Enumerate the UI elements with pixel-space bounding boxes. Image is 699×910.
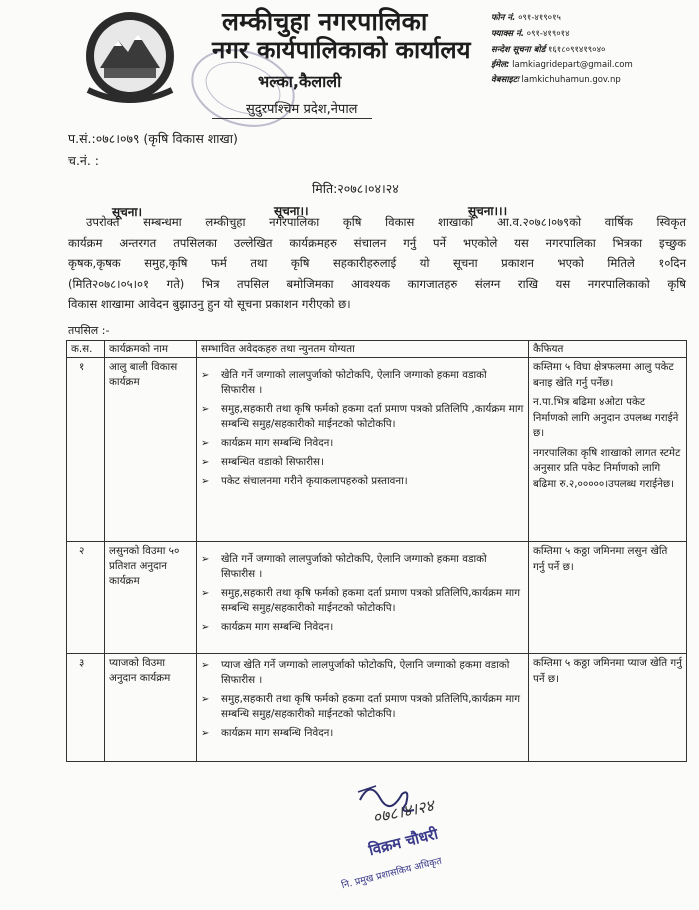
website-value: lamkichuhamun.gov.np: [521, 75, 621, 85]
reference-number: प.सं.:०७८।०७९ (कृषि विकास शाखा): [68, 131, 238, 146]
table-row: [67, 358, 687, 542]
row-remarks: [529, 358, 687, 542]
notice-heading-2: सूचना।।: [274, 204, 309, 218]
row-program-name: प्याजको विउमा अनुदान कार्यक्रम: [105, 654, 197, 762]
row-sn: २: [67, 542, 105, 654]
notice-heading-3: सूचना।।।: [468, 204, 508, 218]
row-requirements: [197, 654, 529, 762]
requirement-item: ➢ समुह,सहकारी तथा कृषि फर्मको हकमा दर्ता प्रमाण पत्रको प्रतिलिपि,कार्यक्रम माग सम्बन्धि समुह/सहकारीको माईनटको फोटोकपि।: [201, 586, 524, 616]
row-remarks: [529, 542, 687, 654]
sms-value: १६१८०९१४१९०४०: [547, 45, 606, 55]
office-location: भल्का,कैलाली: [258, 72, 342, 91]
body-line: विकास शाखामा आवेदन बुझाउनु हुन यो सूचना प्रकाशन गरीएको छ।: [68, 297, 351, 311]
province-name: सुदुरपश्चिम प्रदेश,नेपाल: [246, 102, 358, 117]
remark-text: न.पा.भित्र बढिमा ४ओटा पकेट निर्माणको लागि अनुदान उपलब्ध गराईने छ।: [533, 396, 679, 439]
sms-label: सन्देश सूचना बोर्ड: [491, 45, 546, 55]
row-requirements: [197, 358, 529, 542]
body-line: (मिति२०७८।०५।०१ गते) भित्र तपसिल बमोजिमका आवश्यक कागजातहरु संलग्न राखि यस नगरपालिकाको कृषि: [68, 276, 686, 291]
signatory-title: नि. प्रमुख प्रशासकिय अधिकृत: [340, 855, 444, 892]
requirement-item: ➢ कार्यक्रम माग सम्बन्धि निवेदन।: [201, 620, 524, 635]
contact-email: [491, 59, 633, 70]
table-row: [67, 542, 687, 654]
dispatch-number: च.नं. :: [68, 153, 100, 168]
header-divider: [212, 118, 372, 119]
contact-fax: [491, 28, 570, 39]
remark-text: कम्तिमा ५ कठ्ठा जमिनमा लसुन खेति गर्नु पर्ने छ।: [533, 545, 668, 573]
signature-date: ०७८।४।२४: [370, 795, 436, 828]
requirement-item: ➢ सम्बन्धित वडाको सिफारीस।: [201, 455, 524, 470]
office-name: नगर कार्यपालिकाको कार्यालय: [212, 36, 471, 64]
row-program-name: लसुनको विउमा ५० प्रतिशत अनुदान कार्यक्रम: [105, 542, 197, 654]
requirement-item: ➢ समुह,सहकारी तथा कृषि फर्मको हकमा दर्ता प्रमाण पत्रको प्रतिलिपि,कार्यक्रम माग सम्बन्धि समुह/सहकारीको माईनटको फोटोकपि।: [201, 692, 524, 722]
body-line: कार्यक्रम अन्तरगत तपसिलका उल्लेखित कार्यक्रमहरु संचालन गर्नु पर्ने भएकोले यस नगरपालिका भित्रका इच्छुक: [68, 235, 686, 250]
phone-label: फोन नं.: [491, 13, 516, 23]
remark-text: कम्तिमा ५ कठ्ठा जमिनमा प्याज खेति गर्नु पर्ने छ।: [533, 657, 682, 685]
remark-text: नगरपालिका कृषि शाखाको लागत स्टमेट अनुसार प्रति पकेट निर्माणको लागि बढिमा रु.२,०००००।उपलब्ध गराईनेछ।: [533, 446, 681, 490]
requirement-item: ➢ कार्यक्रम माग सम्बन्धि निवेदन।: [201, 436, 524, 451]
requirement-item: ➢ खेति गर्ने जग्गाको लालपुर्जाको फोटोकपि, ऐलानि जग्गाको हकमा वडाको सिफारीस ।: [201, 552, 524, 582]
program-table: [66, 340, 687, 762]
row-remarks: [529, 654, 687, 762]
body-line: कृषक,कृषक समुह,कृषि फर्म तथा कृषि सहकारीहरुलाई यो सूचना प्रकाशन भएको मितिले १०दिन: [68, 256, 686, 270]
requirement-item: ➢ प्याज खेति गर्ने जग्गाको लालपुर्जाको फोटोकपि, ऐलानि जग्गाको हकमा वडाको सिफारीस ।: [201, 658, 524, 688]
table-row: [67, 654, 687, 762]
contact-sms-board: [491, 44, 605, 55]
email-label: ईमेल:: [491, 60, 510, 70]
remark-text: कम्तिमा ५ विघा क्षेत्रफलमा आलु पकेट बनाइ खेति गर्नु पर्नेछ।: [533, 361, 674, 389]
organization-name: लम्कीचुहा नगरपालिका: [222, 7, 428, 36]
requirement-item: ➢ कार्यक्रम माग सम्बन्धि निवेदन।: [201, 726, 524, 741]
col-header-program: कार्यक्रमको नाम: [105, 341, 197, 358]
signatory-name: विक्रम चौधरी: [366, 824, 440, 860]
requirement-item: ➢ पकेट संचालनमा गरीने कृयाकलापहरुको प्रस्तावना।: [201, 474, 524, 489]
requirement-item: ➢ समुह,सहकारी तथा कृषि फर्मको हकमा दर्ता प्रमाण पत्रको प्रतिलिपि ,कार्यक्रम माग सम्बन्धि समुह/सहकारीको माईनटको फोटोकपि।: [201, 402, 524, 432]
col-header-requirements: सम्भावित अवेदकहरु तथा न्युनतम योग्यता: [197, 341, 529, 358]
notice-heading-1: सूचना।: [112, 205, 143, 219]
government-emblem-icon: [70, 6, 190, 106]
row-sn: १: [67, 358, 105, 542]
notice-body: [68, 212, 686, 315]
row-sn: ३: [67, 654, 105, 762]
body-line: उपरोक्त सम्बन्धमा लम्कीचुहा नगरपालिका कृषि विकास शाखाको आ.व.२०७८।०७९को वार्षिक स्विकृत: [86, 215, 686, 229]
website-label: वेबसाइटः: [491, 75, 519, 85]
fax-value: ०९१-४१९०१४: [526, 29, 570, 39]
table-caption: तपसिल :-: [68, 324, 110, 337]
row-requirements: [197, 542, 529, 654]
row-program-name: आलु बाली विकास कार्यक्रम: [105, 358, 197, 542]
col-header-sn: क.स.: [67, 341, 105, 358]
fax-label: फ्याक्स नं.: [491, 29, 524, 39]
contact-website: [491, 74, 621, 85]
notice-date: मिति:२०७८।०४।२४: [312, 181, 399, 196]
email-value: lamkiagridepart@gmail.com: [512, 60, 633, 70]
phone-value: ०९१-४१९०१५: [518, 13, 561, 23]
contact-phone: [491, 12, 561, 23]
table-header-row: [67, 341, 687, 358]
col-header-remarks: कैफियत: [529, 341, 687, 358]
requirement-item: ➢ खेति गर्ने जग्गाको लालपुर्जाको फोटोकपि, ऐलानि जग्गाको हकमा वडाको सिफारीस ।: [201, 368, 524, 398]
